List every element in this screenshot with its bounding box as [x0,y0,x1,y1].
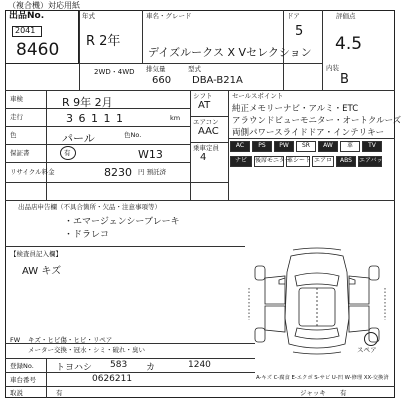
exhibitor-note-2: ・ドラレコ [64,230,110,240]
fw-text: キズ・ヒビ傷・ヒビ・リペア [28,336,113,344]
sales-points-label: セールスポイント [232,92,284,100]
doors-value: 5 [295,24,304,39]
warranty-label: 保証書 [10,149,30,157]
registration-kana: カ [146,363,156,373]
equipment-aw-checkbox: AW [318,141,338,152]
equipment-tv-checkbox: TV [362,141,382,152]
year-value: R 2年 [86,34,121,49]
type-code-label: 型式 [188,65,201,73]
year-label: 年式 [82,12,95,20]
equipment--checkbox: 後席モニター [254,156,284,167]
equipment-sr-checkbox: SR [296,141,316,152]
jack-label: ジャッキ [300,389,326,397]
inspection-label: 車検 [10,95,23,103]
color-no-value: W13 [138,148,163,161]
equipment-ac-checkbox: AC [230,141,250,152]
seats-value: 4 [200,152,207,163]
exhibitor-note-1: ・エマージェンシーブレーキ [64,217,180,227]
equipment--checkbox: ナビ [230,156,252,167]
score-value: 4.5 [335,34,363,54]
sales-point-line-2: アラウンドビューモニター・オートクルーズ [232,116,401,126]
inspector-notes-text: AW キズ [22,266,62,277]
shift-label: シフト [193,92,213,100]
interior-label: 内装 [326,64,339,72]
registration-area: トヨハシ [56,363,93,373]
footer-row2-text: メーター交換・冠水・シミ・破れ・臭い [28,346,145,354]
model-label: 車名・グレード [146,12,192,20]
model-value: デイズルークス X Vセレクション [148,46,312,59]
recycle-label: リサイクル料金 [10,168,55,176]
lot-number: 8460 [16,40,60,60]
drive-options: 2WD・4WD [94,68,135,76]
equipment-pw-checkbox: PW [274,141,294,152]
spare-label: スペア [357,346,377,354]
warranty-value: 有 [64,149,71,157]
manual-value: 有 [56,389,63,397]
interior-value: B [340,72,349,87]
inspector-notes-label: 【検査員記入欄】 [10,250,62,258]
exhibitor-notes-label: 出品店申告欄（不具合箇所・欠品・注意事項等） [18,203,161,211]
mileage-value: 3 6 1 1 1 [66,112,124,125]
color-label: 色 [10,131,17,139]
jack-value: 有 [340,389,347,397]
lot-label: 出品No. [9,11,45,21]
equipment-abs-checkbox: ABS [336,156,356,167]
inspection-value: R 9年 2月 [62,96,113,109]
damage-legend: A-キズ C-腐食 E-エクボ S-サビ U-凹 W-修理 XX-交換済 [256,375,389,381]
mileage-label: 走行 [10,113,23,121]
lot-code: 2041 [15,26,36,35]
equipment--checkbox: エアロ [312,156,334,167]
recycle-suffix: 円 預託済 [138,168,167,176]
shift-value: AT [198,100,211,111]
sales-point-line-3: 両側パワースライドドア・インテリキー [232,128,385,138]
seats-label: 乗車定員 [193,144,219,152]
chassis-value: 0626211 [92,374,133,384]
sheet-title: （複合機）対応用紙 [8,1,80,10]
doors-label: ドア [287,12,300,20]
chassis-label: 車台番号 [10,376,36,384]
recycle-value: 8230 [104,166,132,179]
displacement-label: 排気量 [146,65,166,73]
manual-label: 取説 [10,389,23,397]
registration-class: 583 [110,360,128,370]
fw-label: FW [10,336,21,344]
sales-point-line-1: 純正メモリーナビ・アルミ・ETC [232,104,359,114]
color-value: パール [62,132,95,145]
displacement-value: 660 [152,75,172,86]
equipment--checkbox: エアバッグ [358,156,382,167]
ac-value: AAC [198,126,219,137]
equipment--checkbox: 革 [340,141,360,152]
registration-number: 1240 [188,360,211,370]
mileage-unit: km [170,114,181,122]
ac-label: エアコン [193,118,219,126]
equipment-ps-checkbox: PS [252,141,272,152]
score-label: 評価点 [336,12,356,20]
equipment--checkbox: 革シート [286,156,310,167]
spare-tire-icon [364,332,378,346]
type-code-value: DBA-B21A [192,75,243,86]
registration-label: 登録No. [10,362,34,370]
color-no-label: 色No. [124,131,142,139]
